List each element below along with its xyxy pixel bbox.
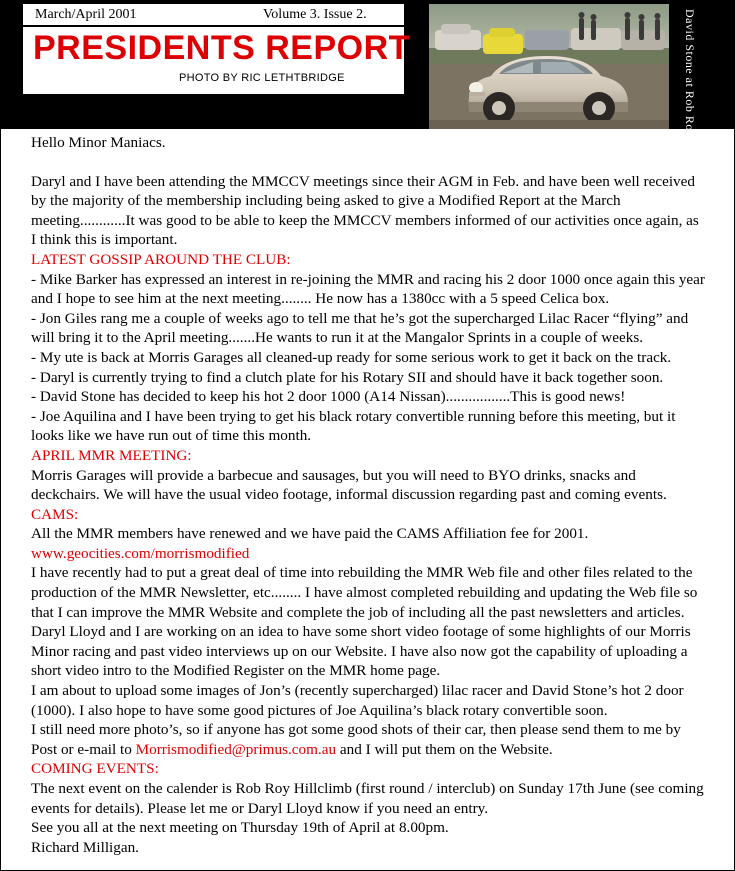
gossip-item: - Joe Aquilina and I have been trying to get his black rotary convertible running before this meeting, but it looks like we have run out of time this month. [31,407,676,445]
cams-paragraph: All the MMR members have renewed and we have paid the CAMS Affiliation fee for 2001. [31,525,589,543]
photo-credit-box [149,67,404,94]
greeting: Hello Minor Maniacs. [31,134,166,151]
issue-bar [23,4,404,25]
article-body [31,133,707,857]
heading-april-meeting: APRIL MMR MEETING: [31,446,192,464]
masthead [1,1,735,138]
heading-cams: CAMS: [31,505,79,523]
website-paragraph-2b [31,720,707,759]
title-box [23,27,410,67]
gossip-item: - Daryl is currently trying to find a clutch plate for his Rotary SII and should have it back together soon. [31,368,664,386]
signature: Richard Milligan. [31,838,139,856]
website-link[interactable]: www.geocities.com/morrismodified [31,544,250,562]
coming-events-paragraph: The next event on the calender is Rob Roy Hillclimb (first round / interclub) on Sunday 17th June (see coming events for details). Please let me or Daryl Lloyd know if you need an entry. [31,780,704,817]
meeting-paragraph: Morris Garages will provide a barbecue and sausages, but you will need to BYO drinks, snacks and deckchairs. We will have the usual video footage, informal discussion regarding past and coming events. [31,466,667,504]
intro-paragraph: Daryl and I have been attending the MMCCV meetings since their AGM in Feb. and have been well received by the majority of the membership including being asked to give a Modified Report at the March meeting............It was good to be able to keep the MMCCV members informed of our activities once again, as I think this is important. [31,172,699,249]
website-paragraph-1: I have recently had to put a great deal of time into rebuilding the MMR Web file and other files related to the production of the MMR Newsletter, etc........ I have almost completed rebuilding and updating the Web file so that I can improve the MMR Website and complete the job of including all the past newsletters and articles. Daryl Lloyd and I are working on an idea to have some short video footage of some highlights of our Morris Minor racing and past video interviews up on our Website. I have also now got the capability of uploading a short video intro to the Modified Register on the MMR home page. [31,564,698,680]
spacer [31,153,707,172]
gossip-item: - Mike Barker has expressed an interest in re-joining the MMR and racing his 2 door 1000 once again this year and I hope to see him at the next meeting........ He now has a 1380cc with a 5 speed Celica box. [31,270,705,308]
photos-request-text: I still need more photo’s, so if anyone has got some good shots of their car, then please send them to me by Post or e-mail to [31,721,681,758]
masthead-white-fill-left [23,67,149,94]
issue-volume: Volume 3. Issue 2. [263,7,367,22]
gossip-item: - My ute is back at Morris Garages all cleaned-up ready for some serious work to get it back on the track. [31,348,672,366]
car-photo-illustration [429,4,669,129]
issue-date: March/April 2001 [35,7,137,22]
heading-latest-gossip: LATEST GOSSIP AROUND THE CLUB: [31,250,291,268]
photos-request-tail: and I will put them on the Website. [336,740,553,758]
email-link[interactable]: Morrismodified@primus.com.au [135,740,337,758]
heading-coming-events: COMING EVENTS: [31,760,159,778]
page-title: PRESIDENTS REPORT [33,29,410,67]
gossip-item: - Jon Giles rang me a couple of weeks ago to tell me that he’s got the supercharged Lilac Racer “flying” and will bring it to the April meeting.......He wants to run it at the Mangalor Sprints in a couple of weeks. [31,309,689,347]
photo-caption: David Stone at Rob Roy [683,9,697,138]
photo-credit: PHOTO BY RIC LETHTBRIDGE [179,72,345,84]
gossip-item: - David Stone has decided to keep his hot 2 door 1000 (A14 Nissan).................This is good news! [31,388,626,406]
closing-paragraph: See you all at the next meeting on Thursday 19th of April at 8.00pm. [31,819,449,837]
masthead-photo [429,4,669,129]
website-paragraph-2a: I am about to upload some images of Jon’s (recently supercharged) lilac racer and David Stone’s hot 2 door (1000). I also hope to have some good pictures of Joe Aquilina’s black rotary convertible soon. [31,682,684,719]
